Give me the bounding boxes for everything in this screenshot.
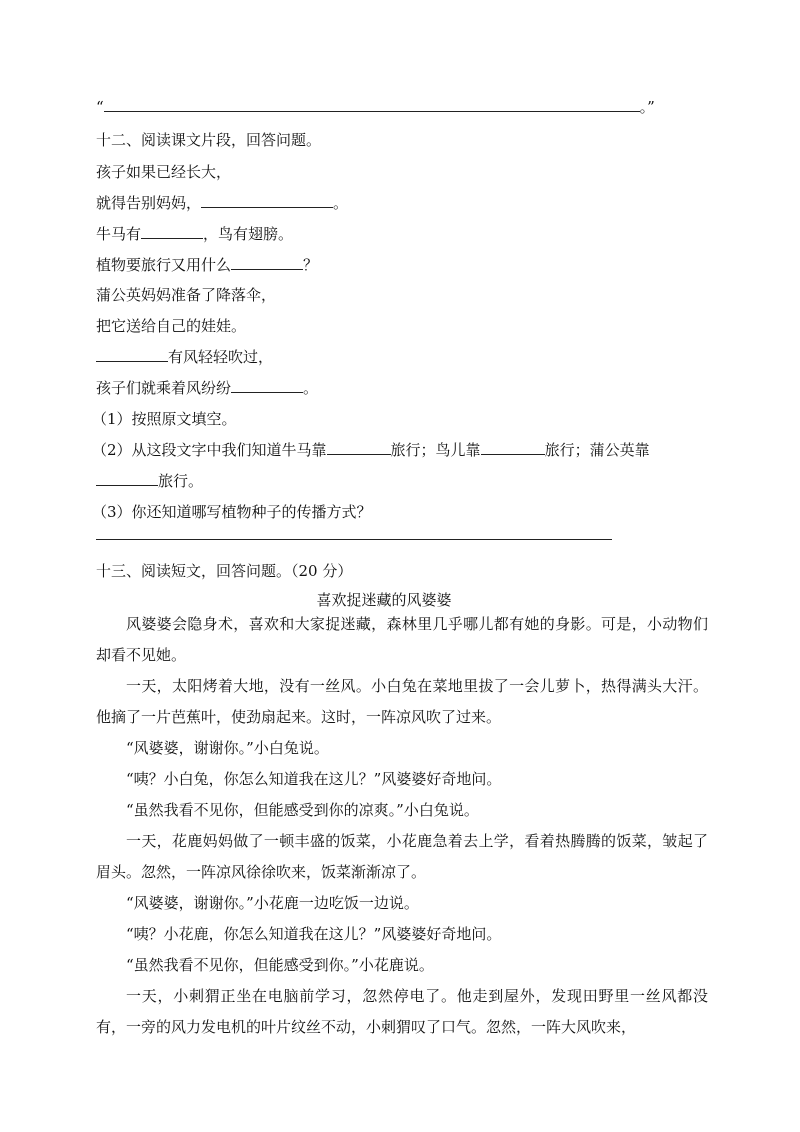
q13-heading: 十三、阅读短文，回答问题。（20 分） bbox=[96, 562, 353, 580]
paragraph: “咦？小白兔，你怎么知道我在这儿？”风婆婆好奇地问。 bbox=[126, 770, 502, 788]
poem-line-2 bbox=[96, 193, 348, 213]
paragraph: “虽然我看不见你，但能感受到你。”小花鹿说。 bbox=[126, 956, 434, 974]
paragraph: 一天，太阳烤着大地，没有一丝风。小白兔在菜地里拔了一会儿萝卜，热得满头大汗。他摘了一片芭蕉叶，使劲扇起来。这时，一阵凉风吹了过来。 bbox=[96, 677, 708, 726]
poem-text: 牛马有 bbox=[96, 225, 142, 243]
poem-text: 孩子们就乘着风纷纷 bbox=[96, 379, 232, 397]
poem-text: 。 bbox=[303, 379, 319, 397]
poem-line-5: 蒲公英妈妈准备了降落伞， bbox=[96, 286, 277, 304]
poem-line-6: 把它送给自己的娃娃。 bbox=[96, 317, 247, 335]
answer-line[interactable] bbox=[96, 539, 612, 540]
paragraph: “风婆婆，谢谢你。”小花鹿一边吃饭一边说。 bbox=[126, 894, 419, 912]
paragraph: “虽然我看不见你，但能感受到你的凉爽。”小白兔说。 bbox=[126, 801, 479, 819]
poem-line-4 bbox=[96, 255, 318, 275]
paragraph: “风婆婆，谢谢你。”小白兔说。 bbox=[126, 739, 329, 757]
fill-blank[interactable] bbox=[231, 255, 303, 270]
poem-text: 有风轻轻吹过， bbox=[168, 348, 274, 366]
fill-blank[interactable] bbox=[327, 440, 391, 455]
answer-blank[interactable] bbox=[104, 97, 640, 112]
poem-text: ？ bbox=[303, 256, 319, 274]
fill-blank[interactable] bbox=[201, 193, 333, 208]
fill-blank[interactable] bbox=[481, 440, 545, 455]
question-text: 旅行；鸟儿靠 bbox=[390, 441, 481, 459]
poem-line-3 bbox=[96, 224, 293, 244]
poem-text: ，鸟有翅膀。 bbox=[203, 225, 294, 243]
fill-blank[interactable] bbox=[231, 378, 303, 393]
poem-line-7 bbox=[96, 347, 273, 367]
story-title: 喜欢捉迷藏的风婆婆 bbox=[316, 591, 452, 609]
close-quote: 。” bbox=[639, 98, 655, 116]
open-quote: “ bbox=[96, 98, 104, 116]
sub-question-3: （3）你还知道哪写植物种子的传播方式？ bbox=[92, 503, 372, 521]
question-text: 旅行；蒲公英靠 bbox=[544, 441, 650, 459]
sub-question-1: （1）按照原文填空。 bbox=[92, 410, 237, 428]
paragraph: 一天，小刺猬正坐在电脑前学习，忽然停电了。他走到屋外，发现田野里一丝风都没有，一旁的风力发电机的叶片纹丝不动，小刺猬叹了口气。忽然，一阵大风吹来， bbox=[96, 987, 708, 1036]
sub-question-2 bbox=[92, 440, 650, 460]
paragraph: “咦？小花鹿，你怎么知道我在这儿？”风婆婆好奇地问。 bbox=[126, 925, 502, 943]
q12-heading: 十二、阅读课文片段，回答问题。 bbox=[96, 131, 322, 149]
question-text: 旅行。 bbox=[158, 472, 204, 490]
fill-blank[interactable] bbox=[96, 471, 158, 486]
poem-text: 就得告别妈妈， bbox=[96, 194, 202, 212]
paragraph: 风婆婆会隐身术，喜欢和大家捉迷藏，森林里几乎哪儿都有她的身影。可是，小动物们却看不见她。 bbox=[96, 615, 708, 664]
poem-text: 植物要旅行又用什么 bbox=[96, 256, 232, 274]
paragraph: 一天，花鹿妈妈做了一顿丰盛的饭菜，小花鹿急着去上学，看着热腾腾的饭菜，皱起了眉头。忽然，一阵凉风徐徐吹来，饭菜渐渐凉了。 bbox=[96, 832, 708, 881]
question-text: （2）从这段文字中我们知道牛马靠 bbox=[92, 441, 327, 459]
poem-line-1: 孩子如果已经长大， bbox=[96, 163, 232, 181]
fill-blank[interactable] bbox=[96, 347, 168, 362]
poem-text: 。 bbox=[333, 194, 349, 212]
fill-blank[interactable] bbox=[141, 224, 203, 239]
answer-line-quoted bbox=[96, 97, 655, 117]
poem-line-8 bbox=[96, 378, 318, 398]
sub-question-2-cont bbox=[96, 471, 203, 491]
